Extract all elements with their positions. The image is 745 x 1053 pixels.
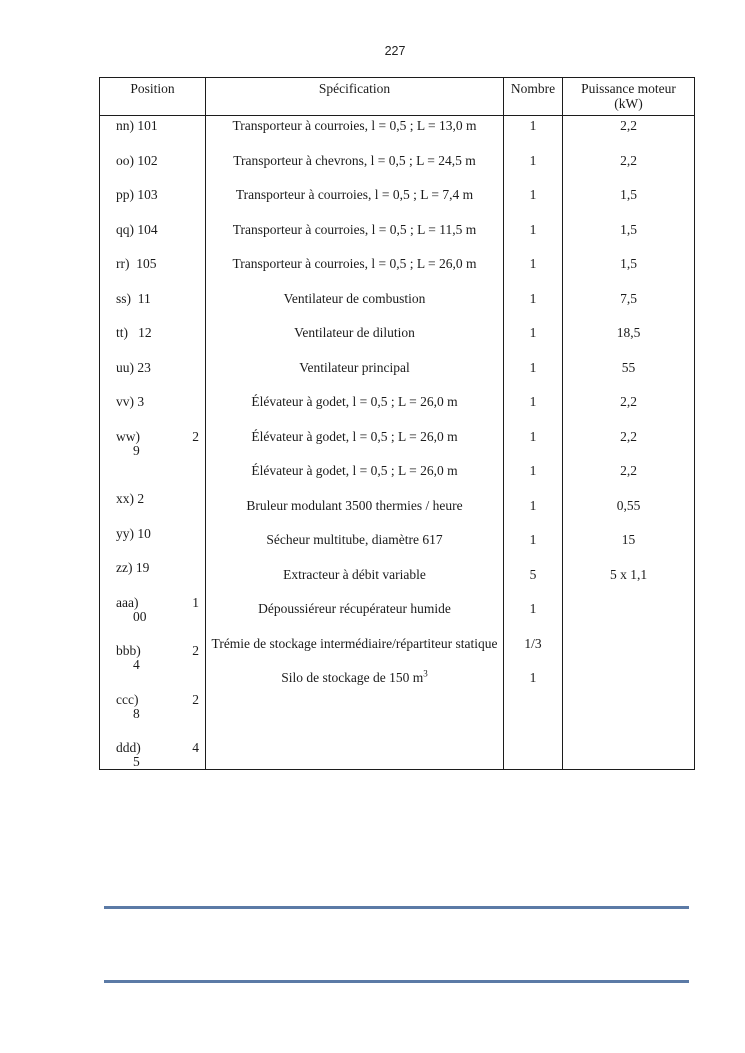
position-entry-left: bbb) (116, 643, 141, 658)
position-entry-left: ddd) (116, 740, 141, 755)
position-entry (116, 693, 201, 721)
nombre-value: 1 (529, 532, 537, 547)
nombre-value: 1 (529, 359, 537, 375)
puissance-value: 1,5 (620, 221, 637, 237)
spec-entry: Élévateur à godet, l = 0,5 ; L = 26,0 m (251, 428, 458, 444)
position-entry: vv) 3 (116, 394, 145, 409)
spec-entry: Ventilateur principal (299, 359, 410, 375)
position-entry-right: 1 (192, 594, 199, 610)
specification-column (206, 116, 503, 769)
puissance-value: 1,5 (620, 256, 637, 271)
nombre-value: 1/3 (524, 635, 542, 651)
position-entry: nn) 101 (116, 118, 158, 133)
nombre-value: 5 (529, 566, 537, 582)
header-position: Position (130, 81, 175, 96)
header-puissance-line2: (kW) (614, 96, 643, 111)
spec-entry: Transporteur à chevrons, l = 0,5 ; L = 24,5 m (233, 152, 476, 168)
puissance-value: 55 (621, 359, 636, 375)
position-entry (116, 741, 201, 769)
spec-entry: Bruleur modulant 3500 thermies / heure (246, 497, 463, 513)
spec-entry-superscript: 3 (423, 668, 428, 679)
position-entry-line1 (116, 430, 201, 444)
table-body (100, 116, 694, 769)
position-entry: xx) 2 (116, 491, 145, 506)
position-entry-line1 (116, 693, 201, 707)
position-entry-left: ccc) (116, 691, 139, 707)
nombre-value: 1 (529, 670, 537, 685)
puissance-value: 2,2 (620, 118, 637, 133)
position-entry: tt) 12 (116, 325, 152, 340)
position-column (100, 116, 205, 769)
puissance-value: 5 x 1,1 (609, 566, 648, 582)
nombre-value: 1 (529, 187, 537, 202)
position-entry-right: 4 (192, 740, 199, 755)
nombre-value: 1 (529, 394, 537, 409)
spec-entry (206, 668, 503, 685)
position-entry: oo) 102 (116, 152, 158, 168)
nombre-value: 1 (529, 118, 537, 133)
position-entry-line2: 00 (133, 608, 147, 624)
position-entry-left: aaa) (116, 594, 139, 610)
position-entry-line1 (116, 741, 201, 755)
spec-entry: Trémie de stockage intermédiaire/répartiteur statique (211, 635, 498, 651)
puissance-column (563, 116, 694, 769)
puissance-value: 2,2 (620, 463, 637, 478)
spec-entry: Ventilateur de combustion (283, 290, 426, 306)
puissance-value: 0,55 (616, 497, 641, 513)
position-entry: ss) 11 (116, 290, 151, 306)
position-entry: zz) 19 (116, 560, 150, 575)
position-entry (116, 430, 201, 458)
position-entry-right: 2 (192, 428, 199, 444)
puissance-value: 15 (621, 532, 636, 547)
nombre-value: 1 (529, 463, 537, 478)
equipment-table (99, 77, 695, 770)
horizontal-rule-bottom (104, 980, 689, 983)
spec-entry-text: Silo de stockage de 150 m (281, 670, 424, 685)
position-entry: yy) 10 (116, 525, 151, 541)
puissance-value: 18,5 (616, 325, 641, 340)
spec-entry: Ventilateur de dilution (294, 325, 415, 340)
spec-entry: Transporteur à courroies, l = 0,5 ; L = 13,0 m (232, 118, 477, 133)
puissance-value: 2,2 (620, 428, 637, 444)
spec-entry: Extracteur à débit variable (283, 566, 426, 582)
puissance-value: 1,5 (620, 187, 637, 202)
header-puissance (563, 78, 694, 111)
position-entry-right: 2 (192, 643, 199, 658)
table-header-row (100, 78, 694, 116)
puissance-value: 2,2 (620, 152, 637, 168)
header-puissance-line1: Puissance moteur (581, 81, 676, 96)
spec-entry: Sécheur multitube, diamètre 617 (266, 532, 443, 547)
nombre-value: 1 (529, 256, 537, 271)
spec-entry: Transporteur à courroies, l = 0,5 ; L = 11,5 m (232, 221, 477, 237)
spec-entry: Transporteur à courroies, l = 0,5 ; L = 7,4 m (235, 187, 474, 202)
position-entry-line2: 8 (133, 705, 140, 721)
header-nombre: Nombre (510, 81, 556, 96)
horizontal-rule-top (104, 906, 689, 909)
puissance-value: 2,2 (620, 394, 637, 409)
position-entry-line2: 4 (133, 657, 140, 672)
position-entry (116, 644, 201, 672)
header-specification: Spécification (318, 81, 391, 96)
position-entry: rr) 105 (116, 256, 157, 271)
nombre-value: 1 (529, 428, 537, 444)
nombre-value: 1 (529, 601, 537, 616)
puissance-value: 7,5 (620, 290, 637, 306)
nombre-value: 1 (529, 290, 537, 306)
position-entry: qq) 104 (116, 221, 158, 237)
position-entry-line1 (116, 644, 201, 658)
position-entry-line1 (116, 596, 201, 610)
spec-entry: Dépoussiéreur récupérateur humide (258, 601, 451, 616)
position-entry: uu) 23 (116, 359, 151, 375)
position-entry-line2: 5 (133, 754, 140, 769)
position-entry: pp) 103 (116, 187, 158, 202)
page-number: 227 (384, 44, 406, 58)
nombre-value: 1 (529, 152, 537, 168)
nombre-column (504, 116, 562, 769)
nombre-value: 1 (529, 497, 537, 513)
nombre-value: 1 (529, 325, 537, 340)
nombre-value: 1 (529, 221, 537, 237)
position-entry-line2: 9 (133, 442, 140, 458)
spec-entry: Élévateur à godet, l = 0,5 ; L = 26,0 m (251, 463, 458, 478)
spec-entry: Élévateur à godet, l = 0,5 ; L = 26,0 m (251, 394, 458, 409)
position-entry-right: 2 (192, 691, 199, 707)
position-entry-left: ww) (116, 428, 140, 444)
spec-entry: Transporteur à courroies, l = 0,5 ; L = 26,0 m (232, 256, 477, 271)
position-entry (116, 596, 201, 624)
